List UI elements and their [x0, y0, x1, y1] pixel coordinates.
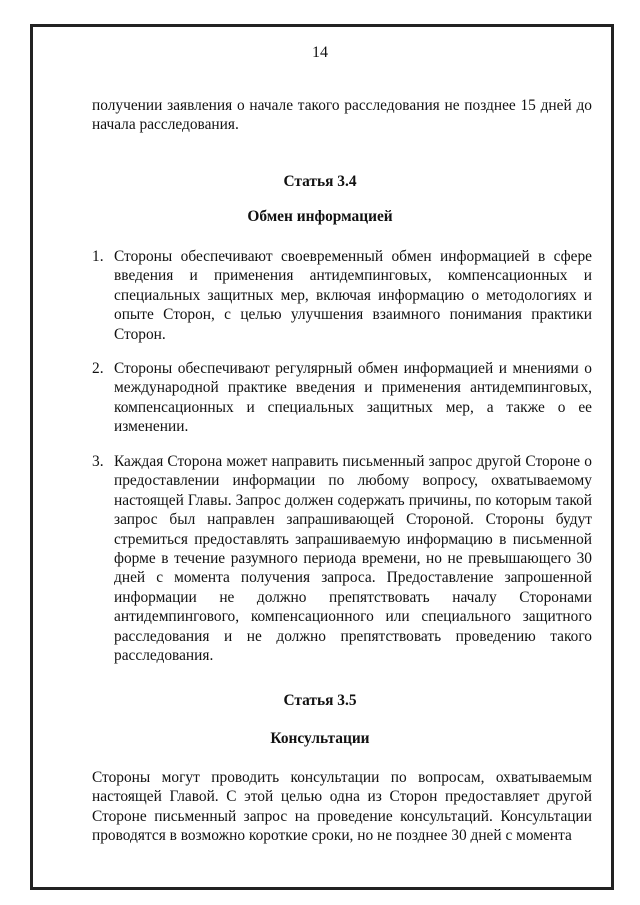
list-item-number: 1.	[92, 248, 104, 265]
intro-paragraph: получении заявления о начале такого расследования не позднее 15 дней до начала расследования.	[92, 97, 592, 134]
list-item-text: Стороны обеспечивают своевременный обмен информацией в сфере введения и применения антидемпинговых, компенсационных и специальных защитных мер, включая информацию о методологиях и опыте Сторон, с целью улучшения взаимного понимания практики Сторон.	[114, 248, 592, 343]
article-3-4-number: Статья 3.4	[283, 173, 357, 190]
page-number: 14	[312, 44, 328, 61]
article-3-5-paragraph: Стороны могут проводить консультации по вопросам, охватываемым настоящей Главой. С этой целью одна из Сторон предоставляет другой Стороне письменный запрос на проведение консультаций. Консультации проводятся в возможно короткие сроки, но не позднее 30 дней с момента	[92, 769, 592, 845]
article-3-5-title: Консультации	[270, 730, 370, 747]
article-3-4-title: Обмен информацией	[247, 208, 393, 225]
list-item	[92, 247, 592, 344]
article-3-4-list-2	[92, 359, 592, 437]
article-3-5-number: Статья 3.5	[283, 692, 357, 709]
article-3-4-list	[92, 247, 592, 344]
list-item-number: 2.	[92, 360, 104, 377]
list-item-number: 3.	[92, 453, 104, 470]
list-item-text: Каждая Сторона может направить письменный запрос другой Стороне о предоставлении информации по любому вопросу, охватываемому настоящей Главы. Запрос должен содержать причины, по которым такой запрос был направлен запрашивающей Стороной. Стороны будут стремиться предоставлять запрашиваемую информацию в письменной форме в течение разумного периода времени, но не превышающего 30 дней с момента получения запроса. Предоставление запрошенной информации не должно препятствовать началу Сторонами антидемпингового, компенсационного или специального защитного расследования и не должно препятствовать проведению такого расследования.	[114, 453, 592, 665]
article-3-4-list-3	[92, 452, 592, 665]
list-item	[92, 452, 592, 665]
list-item-text: Стороны обеспечивают регулярный обмен информацией и мнениями о международной практике введения и применения антидемпинговых, компенсационных и специальных защитных мер, а также о ее изменении.	[114, 360, 592, 436]
list-item	[92, 359, 592, 437]
